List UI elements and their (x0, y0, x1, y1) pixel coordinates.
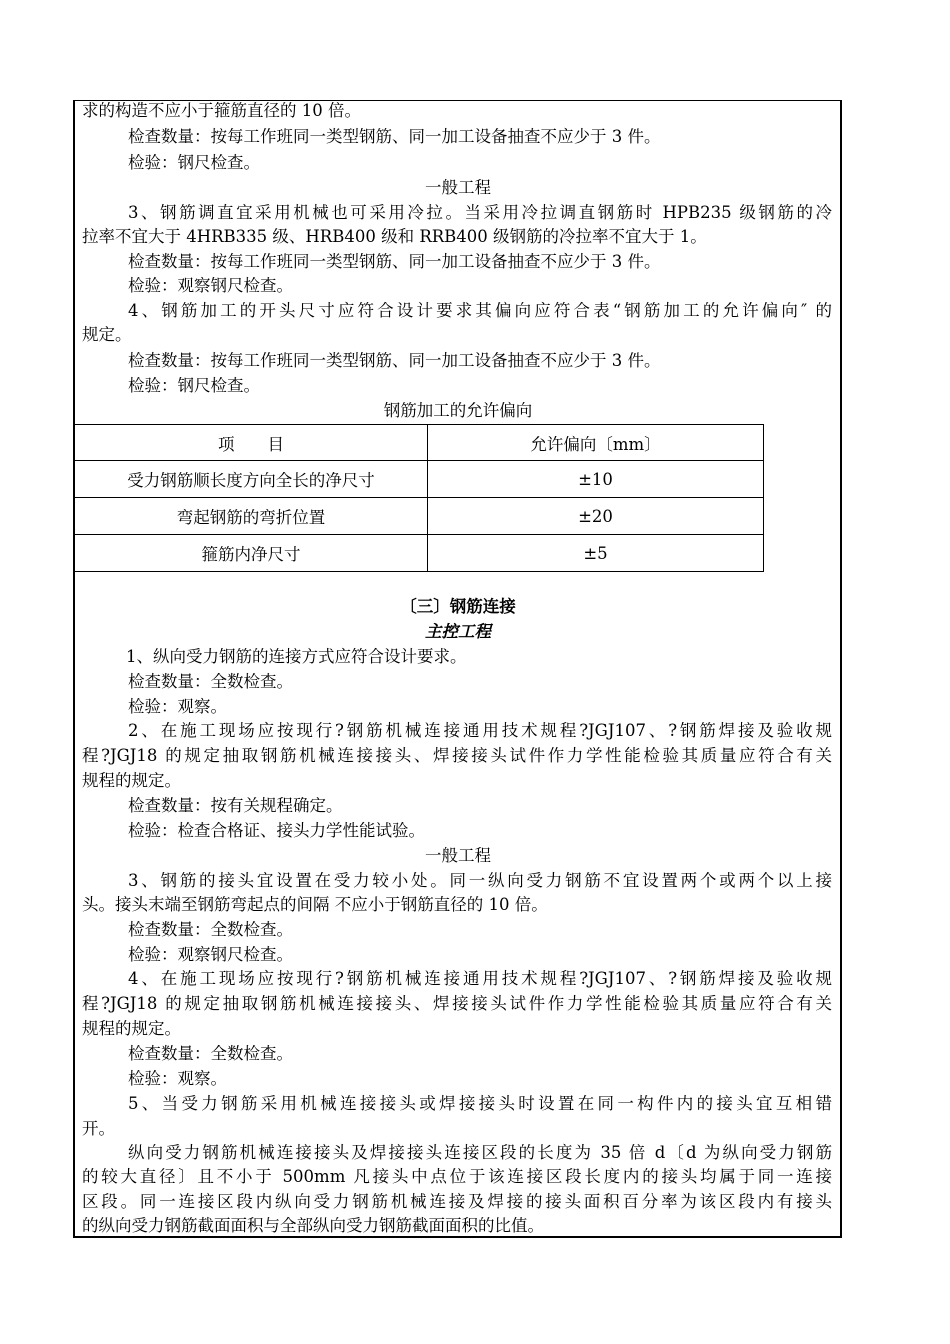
text-line: 4、钢筋加工的开头尺寸应符合设计要求其偏向应符合表“钢筋加工的允许偏向″ 的 (128, 301, 832, 320)
text-line: 纵向受力钢筋机械连接接头及焊接接头连接区段的长度为 35 倍 d〔d 为纵向受力钢筋 (128, 1143, 832, 1162)
text-line: 规程的规定。 (82, 1019, 181, 1038)
text-line: 检查数量：按每工作班同一类型钢筋、同一加工设备抽查不应少于 3 件。 (128, 127, 661, 146)
table-cell: 受力钢筋顺长度方向全长的净尺寸 (75, 461, 428, 498)
table-cell: 箍筋内净尺寸 (75, 535, 428, 572)
text-line: 检查数量：全数检查。 (128, 672, 293, 691)
text-line: 检查数量：全数检查。 (128, 920, 293, 939)
text-line: 检验：观察。 (128, 1069, 227, 1088)
subsection-title: 主控工程 (425, 622, 491, 641)
table-row (75, 535, 764, 572)
text-line: 规定。 (82, 325, 132, 344)
text-line: 4、在施工现场应按现行?钢筋机械连接通用技术规程?JGJ107、?钢筋焊接及验收规 (128, 969, 832, 988)
table-cell: 弯起钢筋的弯折位置 (75, 498, 428, 535)
text-line: 区段。同一连接区段内纵向受力钢筋机械连接及焊接的接头面积百分率为该区段内有接头 (82, 1192, 832, 1211)
text-line: 程?JGJ18 的规定抽取钢筋机械连接接头、焊接接头试件作力学性能检验其质量应符合有关 (82, 746, 832, 765)
table-header-row (75, 425, 764, 461)
text-line: 头。接头末端至钢筋弯起点的间隔 不应小于钢筋直径的 10 倍。 (82, 895, 548, 914)
text-line: 检查数量：按有关规程确定。 (128, 796, 343, 815)
subheading-general: 一般工程 (425, 846, 491, 865)
subheading-general: 一般工程 (425, 178, 491, 197)
section-title: 〔三〕钢筋连接 (400, 597, 516, 616)
text-line: 开。 (82, 1119, 115, 1138)
text-line: 检查数量：按每工作班同一类型钢筋、同一加工设备抽查不应少于 3 件。 (128, 252, 661, 271)
table-title: 钢筋加工的允许偏向 (383, 401, 533, 420)
table-header-cell: 允许偏向〔mm〕 (428, 425, 764, 461)
text-line: 检验：检查合格证、接头力学性能试验。 (128, 821, 425, 840)
table-row (75, 498, 764, 535)
table-cell: ±5 (428, 535, 764, 572)
text-line: 检验：观察。 (128, 697, 227, 716)
text-line: 检验：钢尺检查。 (128, 376, 260, 395)
text-line: 检查数量：全数检查。 (128, 1044, 293, 1063)
text-line: 3、钢筋调直宜采用机械也可采用冷拉。当采用冷拉调直钢筋时 HPB235 级钢筋的冷 (128, 203, 832, 222)
text-line: 检验：观察钢尺检查。 (128, 945, 293, 964)
text-line: 的较大直径〕且不小于 500mm 凡接头中点位于该连接区段长度内的接头均属于同一连接 (82, 1167, 832, 1186)
table-row (75, 461, 764, 498)
text-line: 规程的规定。 (82, 771, 181, 790)
text-line: 检验：钢尺检查。 (128, 153, 260, 172)
text-line: 检查数量：按每工作班同一类型钢筋、同一加工设备抽查不应少于 3 件。 (128, 351, 661, 370)
text-line: 拉率不宜大于 4HRB335 级、HRB400 级和 RRB400 级钢筋的冷拉率不宜大于 1。 (82, 227, 707, 246)
text-line: 3、钢筋的接头宜设置在受力较小处。同一纵向受力钢筋不宜设置两个或两个以上接 (128, 871, 832, 890)
table-cell: ±10 (428, 461, 764, 498)
text-line: 求的构造不应小于箍筋直径的 10 倍。 (82, 101, 361, 120)
text-line: 5、当受力钢筋采用机械连接接头或焊接接头时设置在同一构件内的接头宜互相错 (128, 1094, 832, 1113)
deviation-table (74, 424, 764, 572)
text-line: 1、纵向受力钢筋的连接方式应符合设计要求。 (126, 647, 467, 666)
text-line: 检验：观察钢尺检查。 (128, 276, 293, 295)
text-line: 程?JGJ18 的规定抽取钢筋机械连接接头、焊接接头试件作力学性能检验其质量应符合有关 (82, 994, 832, 1013)
table-cell: ±20 (428, 498, 764, 535)
text-line: 的纵向受力钢筋截面面积与全部纵向受力钢筋截面面积的比值。 (82, 1216, 544, 1235)
text-line: 2、在施工现场应按现行?钢筋机械连接通用技术规程?JGJ107、?钢筋焊接及验收规 (128, 721, 832, 740)
table-header-cell: 项 目 (75, 425, 428, 461)
